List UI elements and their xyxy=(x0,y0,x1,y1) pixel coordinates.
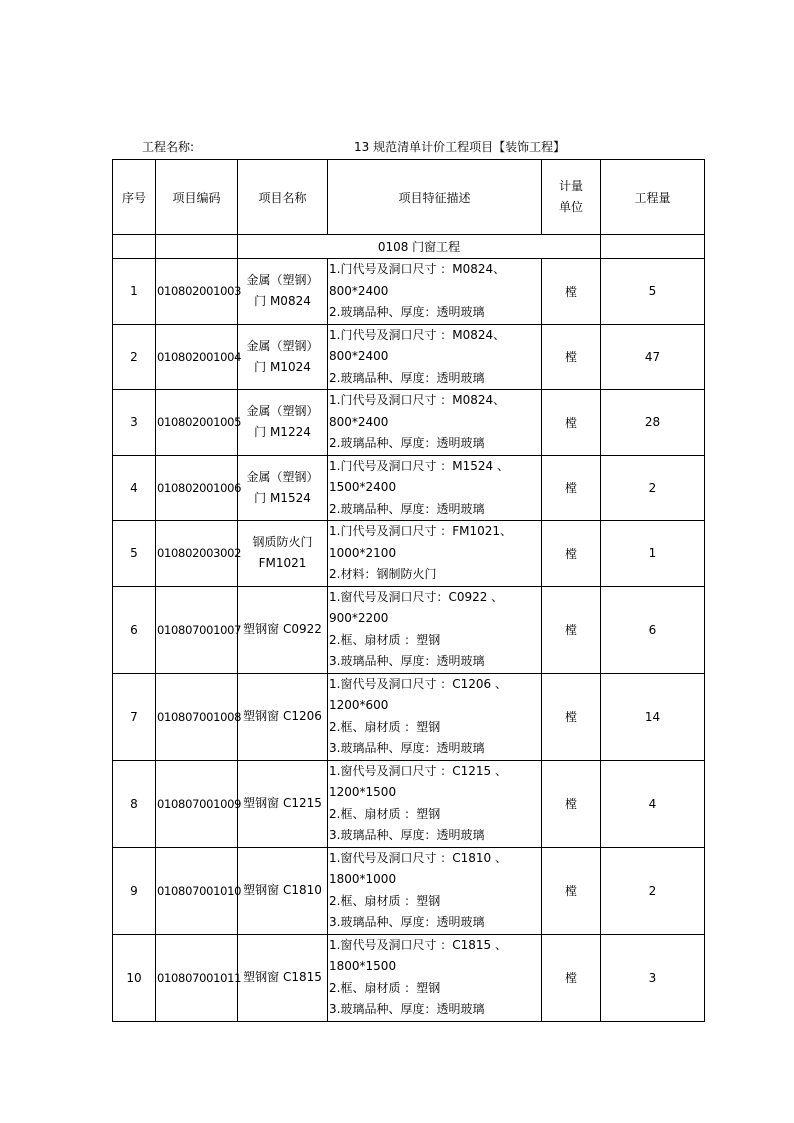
row-unit: 樘 xyxy=(542,324,601,390)
row-description-line: 1.窗代号及洞口尺寸 ：C1215 、 xyxy=(329,763,507,778)
row-description-line: 1200*1500 xyxy=(329,785,397,799)
row-description-line: 900*2200 xyxy=(329,611,389,625)
table-row xyxy=(113,259,705,325)
row-name-line2: 门 M1224 xyxy=(254,425,311,440)
row-description-line: 3.玻璃品种、厚度：透明玻璃 xyxy=(329,741,485,755)
row-quantity: 2 xyxy=(601,455,705,521)
row-quantity: 5 xyxy=(601,259,705,325)
row-description-line: 3.玻璃品种、厚度：透明玻璃 xyxy=(329,1002,485,1016)
row-description-line: 800*2400 xyxy=(329,414,389,429)
row-seq: 5 xyxy=(113,521,156,587)
row-name-line1: 塑钢窗 C1810 xyxy=(243,883,322,897)
row-unit: 樘 xyxy=(542,847,601,934)
row-seq: 7 xyxy=(113,673,156,760)
document-header xyxy=(112,138,704,156)
row-name-line1: 塑钢窗 C0922 xyxy=(243,622,322,636)
row-description-line: 1.窗代号及洞口尺寸 ：C1810 、 xyxy=(329,850,507,865)
row-name-line2: FM1021 xyxy=(258,556,307,571)
row-description xyxy=(328,586,542,673)
row-name-line1: 金属（塑钢） xyxy=(246,469,319,484)
row-description-line: 2.玻璃品种、厚度：透明玻璃 xyxy=(329,370,485,385)
row-name-line1: 塑钢窗 C1206 xyxy=(243,709,322,723)
row-name xyxy=(238,847,328,934)
row-description-line: 800*2400 xyxy=(329,349,389,363)
row-description xyxy=(328,324,542,390)
row-description-line: 1.门代号及洞口尺寸 ：M0824、 xyxy=(329,393,506,407)
row-description-line: 1800*1500 xyxy=(329,959,397,973)
row-description-line: 1.门代号及洞口尺寸 ：M1524 、 xyxy=(329,458,509,473)
table-row xyxy=(113,934,705,1021)
row-quantity: 47 xyxy=(601,324,705,390)
row-seq: 9 xyxy=(113,847,156,934)
row-description-line: 800*2400 xyxy=(329,283,389,298)
row-name xyxy=(238,521,328,587)
row-unit: 樘 xyxy=(542,586,601,673)
row-seq: 4 xyxy=(113,455,156,521)
row-unit: 樘 xyxy=(542,390,601,456)
row-description-line: 3.玻璃品种、厚度：透明玻璃 xyxy=(329,915,485,929)
row-description-line: 1000*2100 xyxy=(329,545,397,560)
section-empty-cell xyxy=(156,235,238,259)
row-quantity: 4 xyxy=(601,760,705,847)
row-name-line2: 门 M0824 xyxy=(254,294,311,309)
row-name-line1: 金属（塑钢） xyxy=(246,404,319,419)
row-name xyxy=(238,760,328,847)
row-name-line1: 金属（塑钢） xyxy=(246,273,319,288)
row-quantity: 14 xyxy=(601,673,705,760)
row-description-line: 1.窗代号及洞口尺寸 ：C1815 、 xyxy=(329,937,507,952)
row-description-line: 3.玻璃品种、厚度：透明玻璃 xyxy=(329,828,485,842)
row-code: 010807001011 xyxy=(156,934,238,1021)
row-code: 010802001006 xyxy=(156,455,238,521)
row-code: 010807001008 xyxy=(156,673,238,760)
row-seq: 3 xyxy=(113,390,156,456)
table-row xyxy=(113,760,705,847)
row-description-line: 1.窗代号及洞口尺寸：C0922 、 xyxy=(329,589,504,604)
project-name-label: 工程名称: xyxy=(142,140,195,154)
row-description xyxy=(328,455,542,521)
column-header-desc: 项目特征描述 xyxy=(328,160,542,235)
row-name-line1: 塑钢窗 C1215 xyxy=(243,796,322,810)
row-description xyxy=(328,259,542,325)
row-name xyxy=(238,673,328,760)
row-name xyxy=(238,934,328,1021)
row-description-line: 2.框、扇材质 ：塑钢 xyxy=(329,719,441,734)
column-header-seq: 序号 xyxy=(113,160,156,235)
row-description-line: 2.材料：钢制防火门 xyxy=(329,567,437,581)
row-unit: 樘 xyxy=(542,521,601,587)
table-header-row xyxy=(113,160,705,235)
row-unit: 樘 xyxy=(542,673,601,760)
row-name xyxy=(238,586,328,673)
column-header-code: 项目编码 xyxy=(156,160,238,235)
column-header-qty: 工程量 xyxy=(601,160,705,235)
row-name xyxy=(238,259,328,325)
section-empty-cell xyxy=(113,235,156,259)
row-description-line: 2.框、扇材质 ：塑钢 xyxy=(329,806,441,821)
row-name-line1: 钢质防火门 xyxy=(252,535,313,550)
document-title: 13 规范清单计价工程项目【装饰工程】 xyxy=(354,140,566,154)
row-name-line1: 金属（塑钢） xyxy=(246,338,319,353)
row-name xyxy=(238,324,328,390)
row-code: 010802003002 xyxy=(156,521,238,587)
row-unit: 樘 xyxy=(542,455,601,521)
row-quantity: 2 xyxy=(601,847,705,934)
row-description-line: 1500*2400 xyxy=(329,480,397,494)
row-code: 010802001003 xyxy=(156,259,238,325)
row-description-line: 2.玻璃品种、厚度：透明玻璃 xyxy=(329,501,485,516)
column-header-unit-line2: 单位 xyxy=(558,200,583,214)
table-row xyxy=(113,390,705,456)
row-name-line1: 塑钢窗 C1815 xyxy=(243,970,322,984)
row-description-line: 2.框、扇材质 ：塑钢 xyxy=(329,632,441,647)
row-unit: 樘 xyxy=(542,760,601,847)
row-description-line: 2.玻璃品种、厚度：透明玻璃 xyxy=(329,305,485,319)
row-description xyxy=(328,760,542,847)
row-description-line: 1800*1000 xyxy=(329,872,397,886)
column-header-name: 项目名称 xyxy=(238,160,328,235)
row-quantity: 3 xyxy=(601,934,705,1021)
row-description-line: 1.门代号及洞口尺寸 ：M0824、 xyxy=(329,327,506,342)
row-name-line2: 门 M1524 xyxy=(254,490,311,505)
column-header-unit xyxy=(542,160,601,235)
table-row xyxy=(113,455,705,521)
row-name xyxy=(238,390,328,456)
row-code: 010802001005 xyxy=(156,390,238,456)
column-header-unit-line1: 计量 xyxy=(558,179,583,193)
row-code: 010807001010 xyxy=(156,847,238,934)
table-row xyxy=(113,673,705,760)
row-unit: 樘 xyxy=(542,259,601,325)
row-description-line: 1.门代号及洞口尺寸 ：M0824、 xyxy=(329,262,506,276)
row-unit: 樘 xyxy=(542,934,601,1021)
row-name-line2: 门 M1024 xyxy=(254,359,311,374)
row-description-line: 2.框、扇材质 ：塑钢 xyxy=(329,893,441,908)
row-description-line: 2.框、扇材质 ：塑钢 xyxy=(329,980,441,995)
row-seq: 10 xyxy=(113,934,156,1021)
row-description xyxy=(328,521,542,587)
table-row xyxy=(113,847,705,934)
section-empty-cell xyxy=(601,235,705,259)
row-description-line: 3.玻璃品种、厚度：透明玻璃 xyxy=(329,654,485,668)
row-seq: 1 xyxy=(113,259,156,325)
section-title: 0108 门窗工程 xyxy=(238,235,601,259)
row-description-line: 1200*600 xyxy=(329,698,389,712)
row-description-line: 1.门代号及洞口尺寸 ：FM1021、 xyxy=(329,524,513,538)
row-quantity: 6 xyxy=(601,586,705,673)
table-row xyxy=(113,521,705,587)
row-quantity: 28 xyxy=(601,390,705,456)
row-seq: 8 xyxy=(113,760,156,847)
row-description-line: 2.玻璃品种、厚度：透明玻璃 xyxy=(329,436,485,450)
row-description xyxy=(328,390,542,456)
row-name xyxy=(238,455,328,521)
bill-of-quantities-table xyxy=(112,159,705,1022)
row-description xyxy=(328,847,542,934)
row-quantity: 1 xyxy=(601,521,705,587)
row-seq: 6 xyxy=(113,586,156,673)
row-code: 010807001009 xyxy=(156,760,238,847)
row-code: 010802001004 xyxy=(156,324,238,390)
table-row xyxy=(113,586,705,673)
row-description xyxy=(328,934,542,1021)
row-description-line: 1.窗代号及洞口尺寸 ：C1206 、 xyxy=(329,676,507,691)
section-row xyxy=(113,235,705,259)
row-seq: 2 xyxy=(113,324,156,390)
row-code: 010807001007 xyxy=(156,586,238,673)
row-description xyxy=(328,673,542,760)
table-row xyxy=(113,324,705,390)
